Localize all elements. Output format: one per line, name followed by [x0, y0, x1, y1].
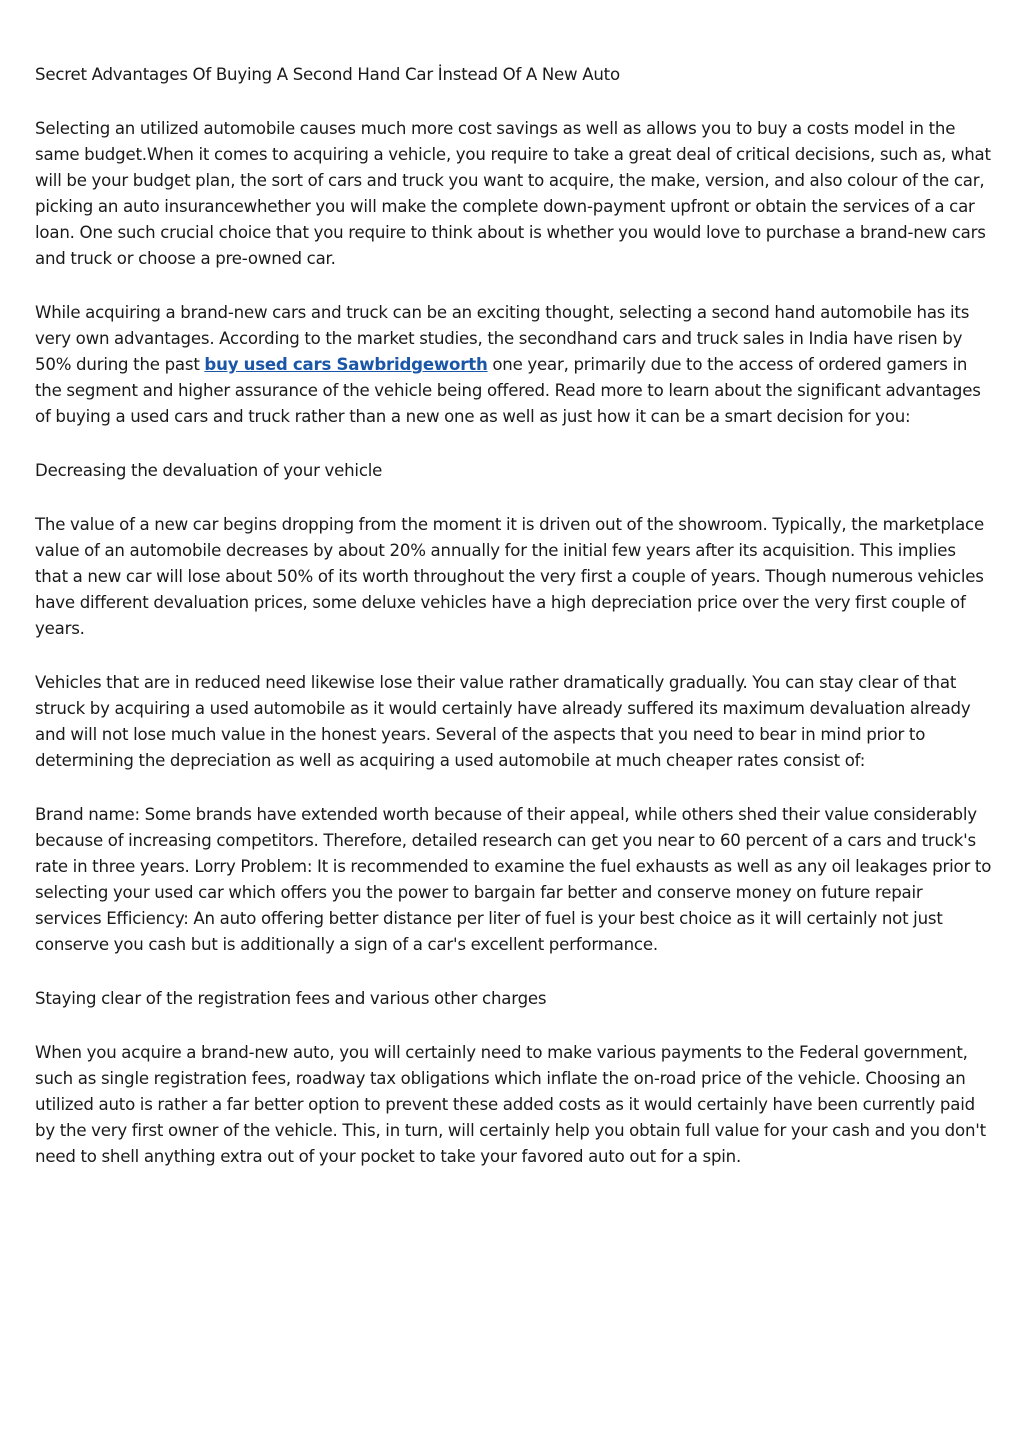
- paragraph-registration-fees: When you acquire a brand-new auto, you will certainly need to make various payments to the Federal government, such as single registration fees, roadway tax obligations which inflate the on-road price of the vehicle. Choosing an utilized auto is rather a far better option to prevent these added costs as it would certainly have been currently paid by the very first owner of the vehicle. This, in turn, will certainly help you obtain full value for your cash and you don't need to shell anything extra out of your pocket to take your favored auto out for a spin.: [35, 1043, 986, 1166]
- paragraph-car-value: The value of a new car begins dropping from the moment it is driven out of the showroom. Typically, the marketplace value of an automobile decreases by about 20% annually for the initial few years after its acquisition. This implies that a new car will lose about 50% of its worth throughout the very first a couple of years. Though numerous vehicles have different devaluation prices, some deluxe vehicles have a high depreciation price over the very first couple of years.: [35, 515, 984, 638]
- paragraph-advantages-text-after: one year, primarily due to the access of ordered gamers in the segment and higher assurance of the vehicle being offered. Read more to learn about the significant advantages of buying a used cars and truck rather than a new one as well as just how it can be a smart decision for you:: [35, 355, 981, 426]
- section-heading-devaluation: Decreasing the devaluation of your vehicle: [35, 461, 383, 480]
- paragraph-advantages-text-before: While acquiring a brand-new cars and truck can be an exciting thought, selecting a second hand automobile has its very own advantages. According to the market studies, the secondhand cars and truck sales in India have risen by 50% during the past: [35, 303, 970, 374]
- document-body: [35, 62, 993, 1198]
- paragraph-reduced-need: Vehicles that are in reduced need likewise lose their value rather dramatically gradually. You can stay clear of that struck by acquiring a used automobile as it would certainly have already suffered its maximum devaluation already and will not lose much value in the honest years. Several of the aspects that you need to bear in mind prior to determining the depreciation as well as acquiring a used automobile at much cheaper rates consist of:: [35, 673, 971, 770]
- section-heading-registration: Staying clear of the registration fees and various other charges: [35, 989, 547, 1008]
- page-title: Secret Advantages Of Buying A Second Hand Car İnstead Of A New Auto: [35, 65, 620, 84]
- buy-used-cars-link[interactable]: buy used cars Sawbridgeworth: [204, 355, 488, 374]
- paragraph-brand-name: Brand name: Some brands have extended worth because of their appeal, while others shed their value considerably because of increasing competitors. Therefore, detailed research can get you near to 60 percent of a cars and truck's rate in three years. Lorry Problem: It is recommended to examine the fuel exhausts as well as any oil leakages prior to selecting your used car which offers you the power to bargain far better and conserve money on future repair services Efficiency: An auto offering better distance per liter of fuel is your best choice as it will certainly not just conserve you cash but is additionally a sign of a car's excellent performance.: [35, 805, 992, 954]
- paragraph-advantages: [35, 300, 993, 430]
- paragraph-intro: Selecting an utilized automobile causes much more cost savings as well as allows you to buy a costs model in the same budget.When it comes to acquiring a vehicle, you require to take a great deal of critical decisions, such as, what will be your budget plan, the sort of cars and truck you want to acquire, the make, version, and also colour of the car, picking an auto insurancewhether you will make the complete down-payment upfront or obtain the services of a car loan. One such crucial choice that you require to think about is whether you would love to purchase a brand-new cars and truck or choose a pre-owned car.: [35, 119, 991, 268]
